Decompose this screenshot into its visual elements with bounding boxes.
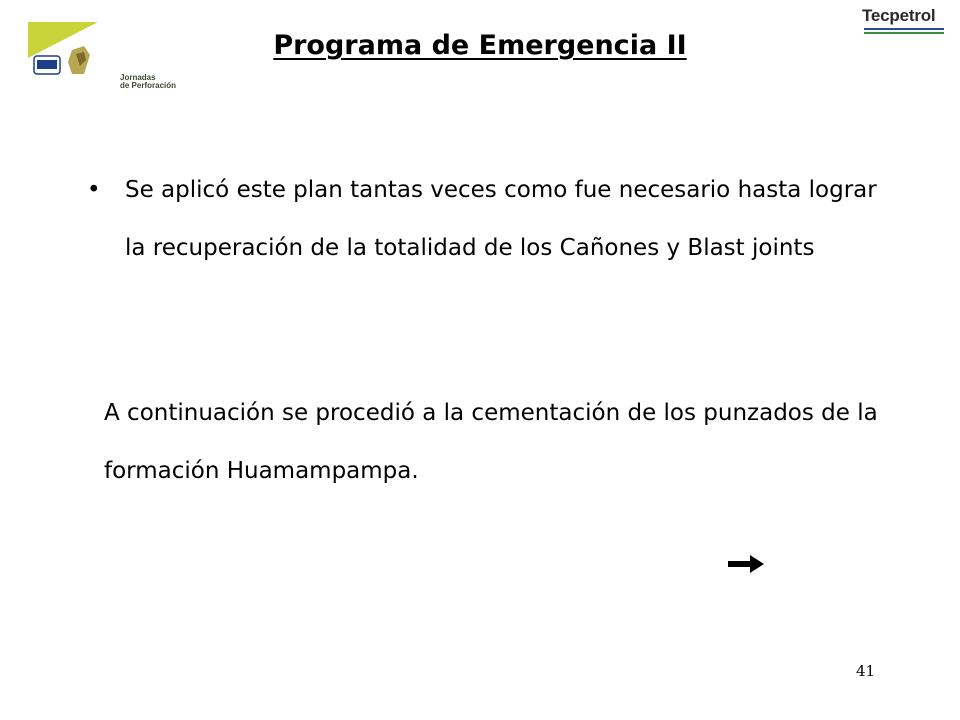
bullet-item (87, 161, 877, 277)
bullet-text: Se aplicó este plan tantas veces como fue necesario hasta lograr la recuperación de la totalidad de los Cañones y Blast joints (125, 177, 877, 261)
page-number: 41 (856, 662, 876, 680)
event-logo-text (120, 74, 176, 90)
right-arrow-icon[interactable] (728, 554, 764, 574)
company-logo-name: Tecpetrol (862, 6, 936, 25)
event-line1: Jornadas (120, 73, 156, 82)
slide-title: Programa de Emergencia II (273, 30, 687, 61)
bullet-dot-icon: • (87, 177, 101, 203)
body-paragraph: A continuación se procedió a la cementación de los punzados de la formación Huamampampa. (104, 400, 878, 484)
event-line2: de Perforación (120, 81, 177, 90)
